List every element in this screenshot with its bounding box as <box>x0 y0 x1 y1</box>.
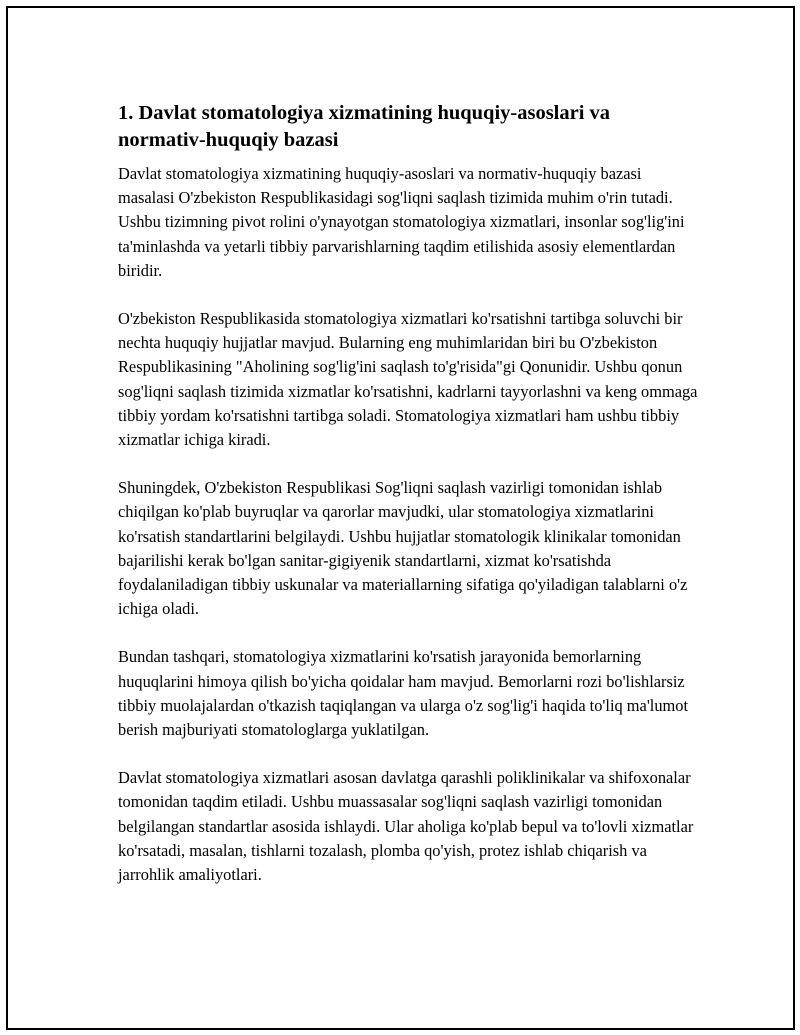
paragraph-4: Bundan tashqari, stomatologiya xizmatlarini ko'rsatish jarayonida bemorlarning huquqlarini himoya qilish bo'yicha qoidalar ham mavjud. Bemorlarni rozi bo'lishlarsiz tibbiy muolajalardan o'tkazish taqiqlangan va ularga o'z sog'lig'i haqida to'liq ma'lumot berish majburiyati stomatologlarga yuklatilgan. <box>118 647 689 740</box>
paragraph-2: O'zbekiston Respublikasida stomatologiya xizmatlari ko'rsatishni tartibga soluvchi bir nechta huquqiy hujjatlar mavjud. Bularning eng muhimlaridan biri bu O'zbekiston Respublikasining "Aholining sog'lig'ini saqlash to'g'risida"gi Qonunidir. Ushbu qonun sog'liqni saqlash tizimida xizmatlar ko'rsatishni, kadrlarni tayyorlashni va keng ommaga tibbiy yordam ko'rsatishni tartibga soladi. Stomatologiya xizmatlari ham ushbu tibbiy xizmatlar ichiga kiradi. <box>118 309 698 450</box>
paragraph-3: Shuningdek, O'zbekiston Respublikasi Sog'liqni saqlash vazirligi tomonidan ishlab chiqilgan ko'plab buyruqlar va qarorlar mavjudki, ular stomatologiya xizmatlarini ko'rsatish standartlarini belgilaydi. Ushbu hujjatlar stomatologik klinikalar tomonidan bajarilishi kerak bo'lgan sanitar-gigiyenik standartlarni, xizmat ko'rsatishda foydalaniladigan tibbiy uskunalar va materiallarning sifatiga qo'yiladigan talablarni o'z ichiga oladi. <box>118 478 688 619</box>
page-frame <box>6 6 795 1030</box>
document-body <box>118 100 698 911</box>
paragraph-1: Davlat stomatologiya xizmatining huquqiy-asoslari va normativ-huquqiy bazasi masalasi O'zbekiston Respublikasidagi sog'liqni saqlash tizimida muhim o'rin tutadi. Ushbu tizimning pivot rolini o'ynayotgan stomatologiya xizmatlari, insonlar sog'lig'ini ta'minlashda va yetarli tibbiy parvarishlarning taqdim etilishida asosiy elementlardan biridir. <box>118 164 685 280</box>
paragraph-5: Davlat stomatologiya xizmatlari asosan davlatga qarashli poliklinikalar va shifoxonalar tomonidan taqdim etiladi. Ushbu muassasalar sog'liqni saqlash vazirligi tomonidan belgilangan standartlar asosida ishlaydi. Ular aholiga ko'plab bepul va to'lovli xizmatlar ko'rsatadi, masalan, tishlarni tozalash, plomba qo'yish, protez ishlab chiqarish va jarrohlik amaliyotlari. <box>118 768 694 885</box>
section-heading: 1. Davlat stomatologiya xizmatining huquqiy-asoslari va normativ-huquqiy bazasi <box>118 102 611 151</box>
